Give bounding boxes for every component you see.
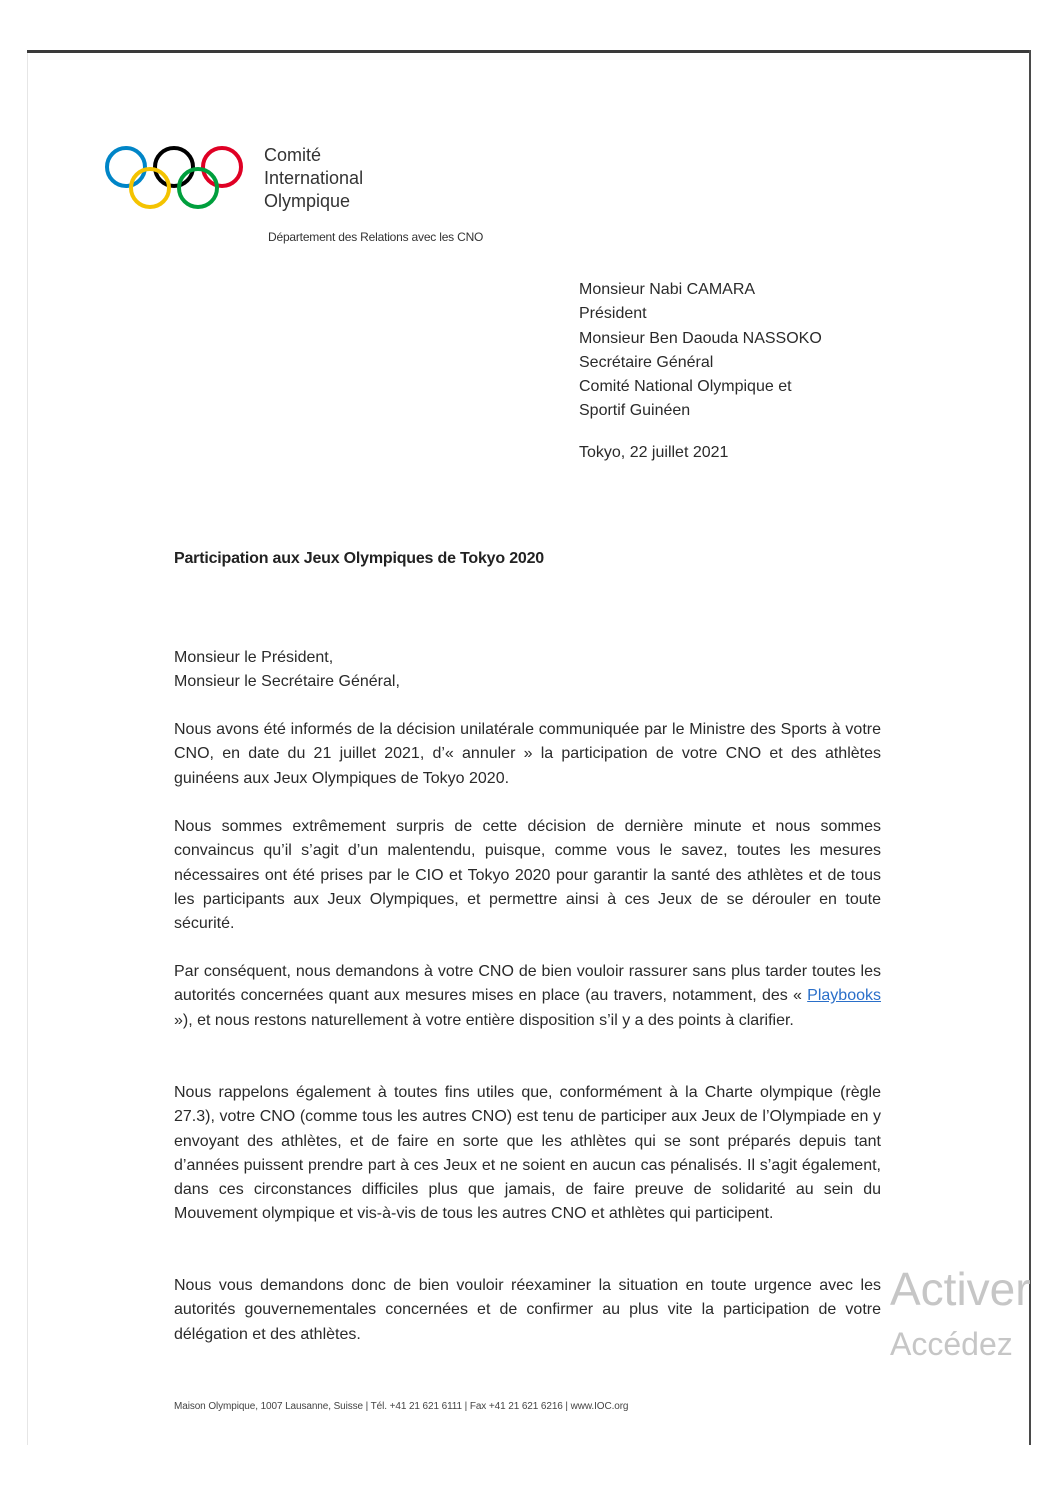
addressee-line-3: Monsieur Ben Daouda NASSOKO [579,329,822,347]
salutation [174,646,400,694]
organization-name [264,144,363,213]
department-name: Département des Relations avec les CNO [268,230,484,244]
ring-red [203,148,241,186]
letter-footer: Maison Olympique, 1007 Lausanne, Suisse | Tél. +41 21 621 6111 | Fax +41 21 621 6216 | www.IOC.org [174,1401,629,1412]
body-paragraph-3 [174,960,881,1033]
body-paragraph-1: Nous avons été informés de la décision unilatérale communiquée par le Ministre des Sports à votre CNO, en date du 21 juillet 2021, d’« annuler » la participation de votre CNO et des athlètes guinéens aux Jeux Olympiques de Tokyo 2020. [174,721,881,787]
ring-blue [107,148,145,186]
org-name-line-2: International [264,168,364,188]
addressee-line-1: Monsieur Nabi CAMARA [579,281,756,298]
addressee-line-5: Comité National Olympique et [579,378,792,396]
salutation-line-1: Monsieur le Président, [174,649,334,666]
addressee-block [579,278,822,424]
letter-date: Tokyo, 22 juillet 2021 [579,444,729,461]
letter-subject: Participation aux Jeux Olympiques de Tokyo 2020 [174,550,544,567]
addressee-line-2: Président [579,305,647,323]
playbooks-link[interactable]: Playbooks [807,987,881,1005]
paragraph-3-text-before: Par conséquent, nous demandons à votre CNO de bien vouloir rassurer sans plus tarder toutes les autorités concernées quant aux mesures mises en place (au travers, notamment, des « [174,963,881,1005]
ring-green [179,169,217,207]
page-left-edge [27,53,28,1445]
ring-black [155,148,193,186]
salutation-line-2: Monsieur le Secrétaire Général, [174,673,400,690]
olympic-rings-logo [104,144,246,212]
paragraph-3-text-after: »), et nous restons naturellement à votre entière disposition s’il y a des points à clarifier. [174,1011,794,1029]
activation-watermark-line-2: Accédez [890,1326,1013,1362]
addressee-line-6: Sportif Guinéen [579,402,691,420]
body-paragraph-4: Nous rappelons également à toutes fins utiles que, conformément à la Charte olympique (règle 27.3), votre CNO (comme tous les autres CNO) est tenu de participer aux Jeux de l’Olympiade en y envoyant des athlètes, et de faire en sorte que les athlètes qui se sont préparés depuis tant d’années puissent prendre part à ces Jeux et ne soient en aucun cas pénalisés. Il s’agit également, dans ces circonstances difficiles plus que jamais, de faire preuve de solidarité au sein du Mouvement olympique et vis-à-vis de tous les autres CNO et athlètes qui participent. [174,1084,881,1223]
body-paragraph-5: Nous vous demandons donc de bien vouloir réexaminer la situation en toute urgence avec les autorités gouvernementales concernées et de confirmer au plus vite la participation de votre délégation et des athlètes. [174,1277,881,1343]
ring-yellow [131,169,169,207]
activation-watermark-line-1: Activer [890,1263,1031,1315]
addressee-line-4: Secrétaire Général [579,353,714,371]
body-paragraph-2: Nous sommes extrêmement surpris de cette décision de dernière minute et nous sommes convaincus qu’il s’agit d’un malentendu, puisque, comme vous le savez, toutes les mesures nécessaires ont été prises par le CIO et Tokyo 2020 pour garantir la santé des athlètes et de tous les participants aux Jeux Olympiques, et permettre ainsi à ces Jeux de se dérouler en toute sécurité. [174,818,881,933]
page-right-border [1029,50,1031,1445]
page-top-border [27,50,1031,53]
org-name-line-3: Olympique [264,191,351,211]
org-name-line-1: Comité [264,145,322,165]
